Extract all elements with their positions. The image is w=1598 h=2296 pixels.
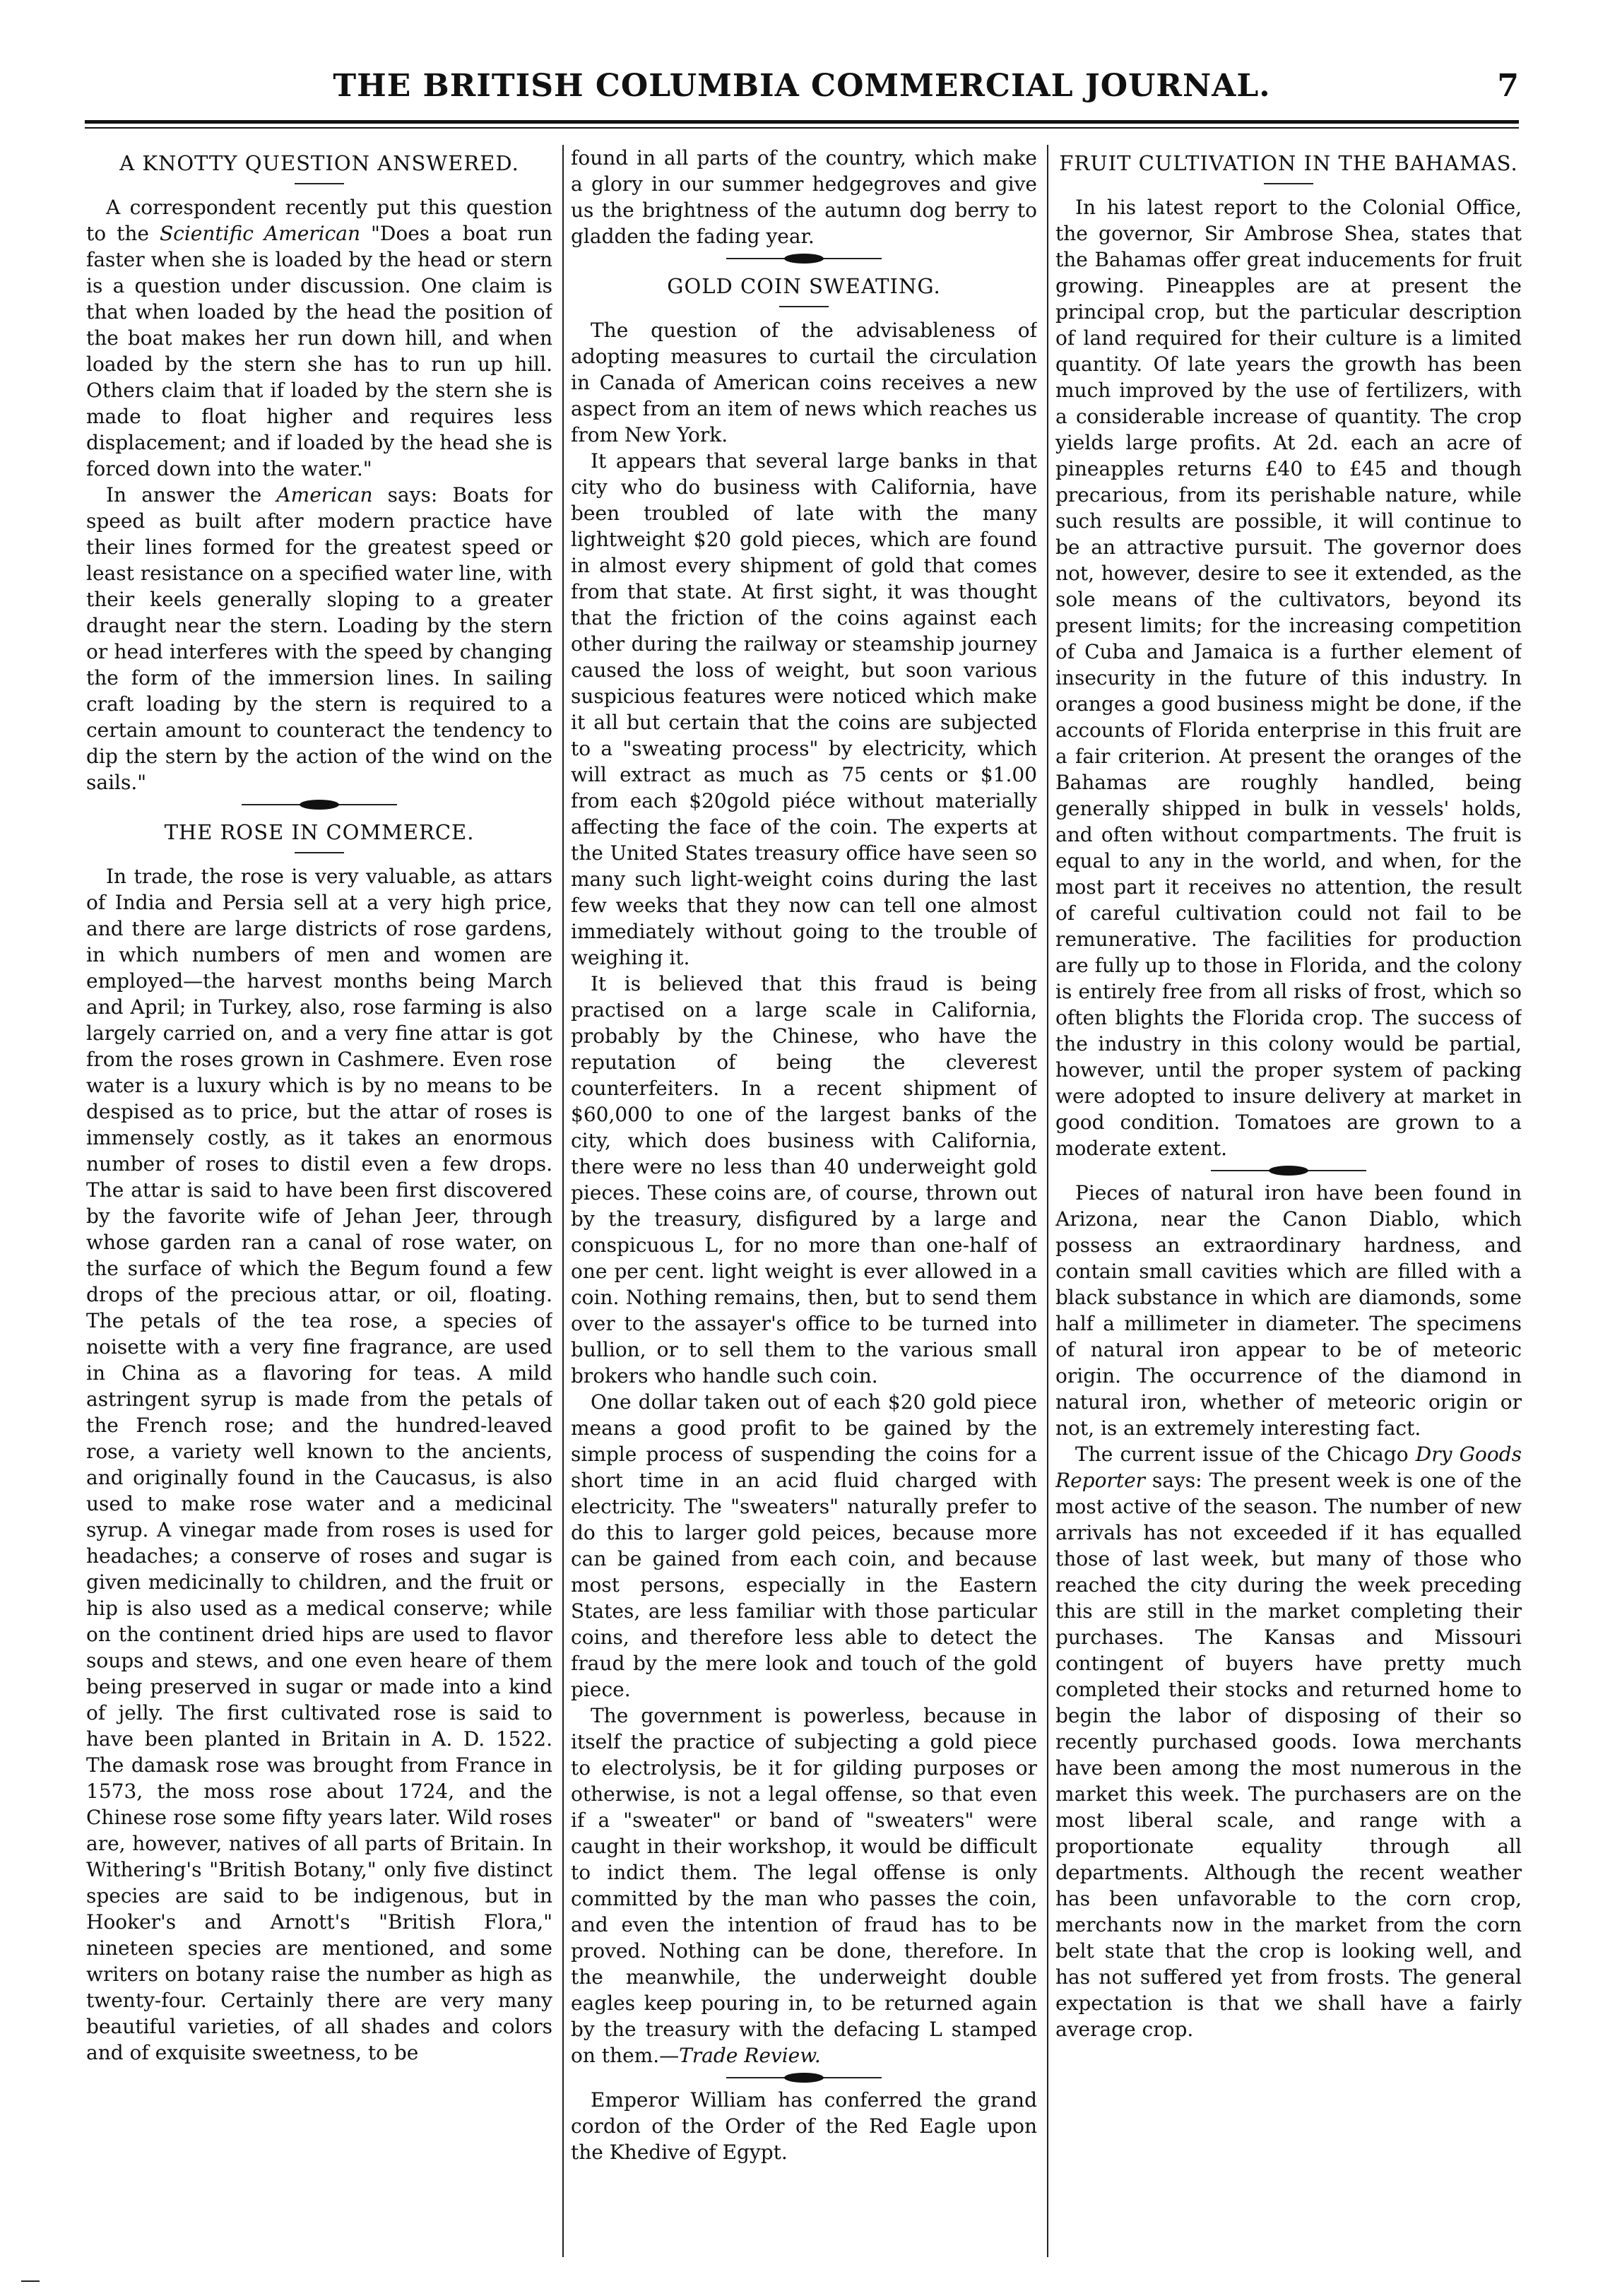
section-ornament: [1055, 1161, 1522, 1180]
article-paragraph-continued: found in all parts of the country, which make a glory in our summer hedgegroves and give us the brightness of the autumn dog berry to gladden the fading year.: [571, 146, 1037, 248]
article-paragraph: The government is powerless, because in itself the practice of subjecting a gold piece to electrolysis, be it for gilding purposes or otherwise, is not a legal offense, so that even if a "sweater" or band of "sweaters" were caught in their workshop, it would be difficult to indict them. The legal offense is only committed by the man who passes the coin, and even the intention of fraud has to be proved. Nothing can be done, therefore. In the meanwhile, the underweight double eagles keep pouring in, to be returned again by the treasury with the defacing L stamped on them.—Trade Review.: [571, 1704, 1037, 2067]
heading-rule: [1264, 183, 1313, 184]
article-heading-fruit-cultivation: FRUIT CULTIVATION IN THE BAHAMAS.: [1059, 151, 1518, 175]
article-heading-rose-in-commerce: THE ROSE IN COMMERCE.: [164, 820, 475, 844]
bottom-margin-mark: [21, 2280, 40, 2282]
running-head: [85, 68, 1519, 117]
article-paragraph: In answer the American says: Boats for speed as built after modern practice have their lines formed for the greatest speed or least resistance on a specified water line, with their keels generally sloping to a greater draught near the stern. Loading by the stern or head interferes with the speed by changing the form of the immersion lines. In sailing craft loading by the stern is required to a certain amount to counteract the tendency to dip the stern by the action of the wind on the sails.": [86, 483, 552, 794]
header-rule-thin: [85, 127, 1519, 129]
header-rule-thick: [85, 120, 1519, 124]
section-ornament: [571, 2069, 1037, 2087]
article-paragraph: It is believed that this fraud is being practised on a large scale in California, probably by the Chinese, who have the reputation of being the cleverest counterfeiters. In a recent shipment of $60,000 to one of the largest banks of the city, which does business with California, there were no less than 40 underweight gold pieces. These coins are, of course, thrown out by the treasury, disfigured by a large and conspicuous L, for no more than one-half of one per cent. light weight is ever allowed in a coin. Nothing remains, then, but to send them over to the assayer's office to be turned into bullion, or to sell them to the various small brokers who handle such coin.: [571, 972, 1037, 1387]
page-number: 7: [1497, 68, 1519, 104]
publication-title: THE BRITISH COLUMBIA COMMERCIAL JOURNAL.: [333, 68, 1271, 104]
article-paragraph: The question of the advisableness of adopting measures to curtail the circulation in Canada of American coins receives a new aspect from an item of news which reaches us from New York.: [571, 319, 1037, 446]
article-paragraph: A correspondent recently put this question to the Scientific American "Does a boat run faster when she is loaded by the head or stern is a question under discussion. One claim is that when loaded by the head the position of the boat makes her run down hill, and when loaded by the stern she has to run up hill. Others claim that if loaded by the stern she is made to float higher and requires less displacement; and if loaded by the head she is forced down into the water.": [86, 196, 552, 480]
article-paragraph: One dollar taken out of each $20 gold piece means a good profit to be gained by the simple process of suspending the coins for a short time in an acid fluid charged with electricity. The "sweaters" naturally prefer to do this to larger gold peices, because more can be gained from each coin, and because most persons, especially in the Eastern States, are less familiar with those particular coins, and therefore less able to detect the fraud by the mere look and touch of the gold piece.: [571, 1390, 1037, 1701]
column-3: [1055, 145, 1522, 2257]
column-1: [86, 145, 552, 2257]
article-paragraph: It appears that several large banks in that city who do business with California, have been troubled of late with the many lightweight $20 gold pieces, which are found in almost every shipment of gold that comes from that state. At first sight, it was thought that the friction of the coins against each other during the railway or steamship journey caused the loss of weight, but soon various suspicious features were noticed which make it all but certain that the coins are subjected to a "sweating process" by electricity, which will extract as much as 75 cents or $1.00 from each $20gold piéce without materially affecting the face of the coin. The experts at the United States treasury office have seen so many such light-weight coins during the last few weeks that they now can tell one almost immediately without going to the trouble of weighing it.: [571, 449, 1037, 969]
column-2: [571, 145, 1037, 2257]
news-item-emperor-william: Emperor William has conferred the grand cordon of the Order of the Red Eagle upon the Khedive of Egypt.: [571, 2088, 1037, 2164]
heading-rule: [779, 306, 829, 307]
column-divider: [562, 145, 564, 2257]
heading-rule: [295, 852, 344, 853]
news-item-dry-goods-reporter: The current issue of the Chicago Dry Goods Reporter says: The present week is one of the most active of the season. The number of new arrivals has not exceeded if it has equalled those of last week, but many of those who reached the city during the week preceding this are still in the market completing their purchases. The Kansas and Missouri contingent of buyers have pretty much completed their stocks and returned home to begin the labor of disposing of their so recently purchased goods. Iowa merchants have been among the most numerous in the market this week. The purchasers are on the most liberal scale, and range with a proportionate equality through all departments. Although the recent weather has been unfavorable to the corn crop, merchants now in the market from the corn belt state that the crop is looking well, and has not suffered yet from frosts. The general expectation is that we shall have a fairly average crop.: [1055, 1443, 1522, 2041]
article-heading-gold-coin-sweating: GOLD COIN SWEATING.: [667, 274, 941, 298]
column-divider: [1047, 145, 1048, 2257]
heading-rule: [295, 183, 344, 184]
section-ornament: [86, 795, 552, 814]
news-item-natural-iron: Pieces of natural iron have been found in Arizona, near the Canon Diablo, which possess an extraordinary hardness, and contain small cavities which are filled with a black substance in which are diamonds, some half a millimeter in diameter. The specimens of natural iron appear to be of meteoric origin. The occurrence of the diamond in natural iron, whether of meteoric origin or not, is an extremely interesting fact.: [1055, 1181, 1522, 1440]
article-paragraph: In his latest report to the Colonial Office, the governor, Sir Ambrose Shea, states that the Bahamas offer great inducements for fruit growing. Pineapples are at present the principal crop, but the particular description of land required for their culture is a limited quantity. Of late years the growth has been much improved by the use of fertilizers, with a considerable increase of quantity. The crop yields large profits. At 2d. each an acre of pineapples returns £40 to £45 and though precarious, from its perishable nature, while such results are possible, it will continue to be an attractive pursuit. The governor does not, however, desire to see it extended, as the sole means of the cultivators, beyond its present limits; for the increasing competition of Cuba and Jamaica is a further element of insecurity in the future of this industry. In oranges a good business might be done, if the accounts of Florida enterprise in this fruit are a fair criterion. At present the oranges of the Bahamas are roughly handled, being generally shipped in bulk in vessels' holds, and often without compartments. The fruit is equal to any in the world, and when, for the most part it receives no attention, the result of careful cultivation could not fail to be remunerative. The facilities for production are fully up to those in Florida, and the colony is entirely free from all risks of frost, which so often blights the Florida crop. The success of the industry in this colony would be partial, however, until the proper system of packing were adopted to insure delivery at market in good condition. Tomatoes are grown to a moderate extent.: [1055, 196, 1522, 1160]
article-heading-knotty-question: A KNOTTY QUESTION ANSWERED.: [119, 151, 519, 175]
section-ornament: [571, 249, 1037, 268]
article-paragraph: In trade, the rose is very valuable, as attars of India and Persia sell at a very high price, and there are large districts of rose gardens, in which numbers of men and women are employed—the harvest months being March and April; in Turkey, also, rose farming is also largely carried on, and a very fine attar is got from the roses grown in Cashmere. Even rose water is a luxury which is by no means to be despised as to price, but the attar of roses is immensely costly, as it takes an enormous number of roses to distil even a few drops. The attar is said to have been first discovered by the favorite wife of Jehan Jeer, through whose garden ran a canal of rose water, on the surface of which the Begum found a few drops of the precious attar, or oil, floating. The petals of the tea rose, a species of noisette with a very fine fragrance, are used in China as a flavoring for teas. A mild astringent syrup is made from the petals of the French rose; and the hundred-leaved rose, a variety well known to the ancients, and originally found in the Caucasus, is also used to make rose water and a medicinal syrup. A vinegar made from roses is used for headaches; a conserve of roses and sugar is given medicinally to children, and the fruit or hip is also used as a medical conserve; while on the continent dried hips are used to flavor soups and stews, and one even heare of them being preserved in sugar or made into a kind of jelly. The first cultivated rose is said to have been planted in Britain in A. D. 1522. The damask rose was brought from France in 1573, the moss rose about 1724, and the Chinese rose some fifty years later. Wild roses are, however, natives of all parts of Britain. In Withering's "British Botany," only five distinct species are said to be indigenous, but in Hooker's and Arnott's "British Flora," nineteen species are mentioned, and some writers on botany raise the number as high as twenty-four. Certainly there are very many beautiful varieties, of all shades and colors and of exquisite sweetness, to be: [86, 865, 552, 2064]
